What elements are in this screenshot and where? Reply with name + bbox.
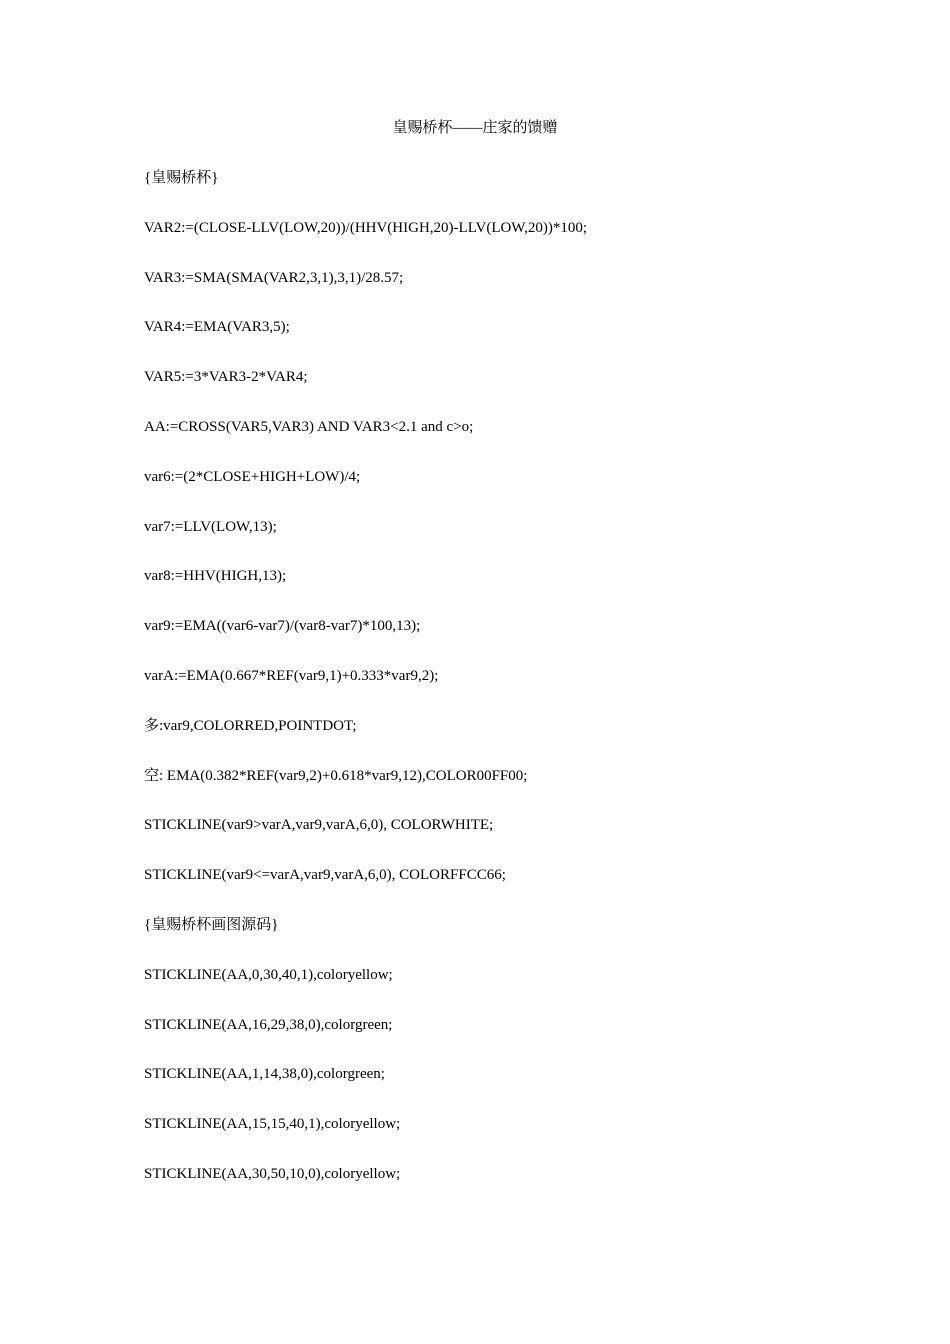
code-line: var8:=HHV(HIGH,13); bbox=[144, 568, 287, 585]
document-title-text: 皇赐桥杯——庄家的馈赠 bbox=[392, 120, 558, 136]
code-line: var6:=(2*CLOSE+HIGH+LOW)/4; bbox=[144, 468, 361, 485]
document-title bbox=[0, 118, 950, 138]
code-line: 多:var9,COLORRED,POINTDOT; bbox=[144, 717, 357, 734]
code-line: varA:=EMA(0.667*REF(var9,1)+0.333*var9,2); bbox=[144, 667, 439, 684]
code-line: STICKLINE(AA,30,50,10,0),coloryellow; bbox=[144, 1165, 401, 1182]
code-line: var9:=EMA((var6-var7)/(var8-var7)*100,13); bbox=[144, 618, 421, 635]
code-line: STICKLINE(AA,15,15,40,1),coloryellow; bbox=[144, 1116, 401, 1133]
code-line: VAR2:=(CLOSE-LLV(LOW,20))/(HHV(HIGH,20)-LLV(LOW,20))*100; bbox=[144, 219, 587, 236]
code-line: AA:=CROSS(VAR5,VAR3) AND VAR3<2.1 and c>o; bbox=[144, 418, 474, 435]
formula-code-list bbox=[144, 168, 904, 1214]
code-line: STICKLINE(AA,0,30,40,1),coloryellow; bbox=[144, 966, 393, 983]
code-line: var7:=LLV(LOW,13); bbox=[144, 518, 277, 535]
section-header-line: {皇赐桥杯} bbox=[144, 170, 219, 186]
code-line: STICKLINE(AA,16,29,38,0),colorgreen; bbox=[144, 1016, 393, 1033]
code-line: VAR5:=3*VAR3-2*VAR4; bbox=[144, 369, 308, 386]
code-line: VAR3:=SMA(SMA(VAR2,3,1),3,1)/28.57; bbox=[144, 269, 404, 286]
code-line: STICKLINE(var9<=varA,var9,varA,6,0), COLORFFCC66; bbox=[144, 867, 506, 884]
code-line: STICKLINE(var9>varA,var9,varA,6,0), COLORWHITE; bbox=[144, 817, 494, 834]
code-line: VAR4:=EMA(VAR3,5); bbox=[144, 319, 290, 336]
code-line: 空: EMA(0.382*REF(var9,2)+0.618*var9,12),COLOR00FF00; bbox=[144, 767, 528, 784]
code-line: STICKLINE(AA,1,14,38,0),colorgreen; bbox=[144, 1066, 385, 1083]
section-header-line: {皇赐桥杯画图源码} bbox=[144, 916, 279, 933]
